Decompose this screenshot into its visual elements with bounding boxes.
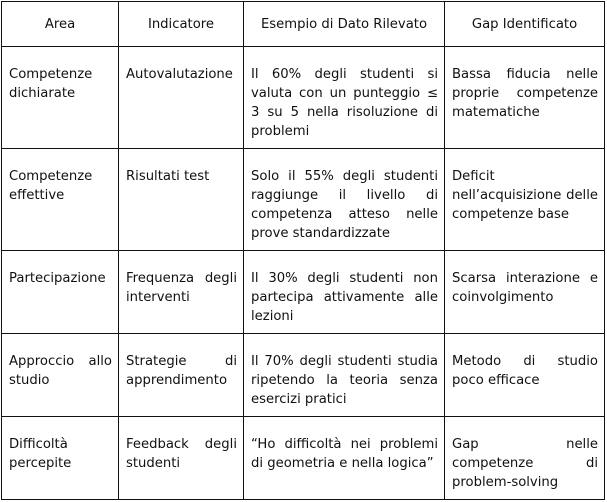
- cell-area: [2, 47, 119, 149]
- cell-text: Frequenza degli interventi: [126, 271, 237, 305]
- cell-text: Partecipazione: [9, 271, 106, 286]
- cell-text: “Ho difficoltà nei problemi di geometria e nella logica”: [251, 437, 438, 471]
- table-row: [2, 47, 605, 149]
- cell-text: Deficit nell’acquisizione delle competenze base: [452, 169, 598, 222]
- table-header-row: [2, 2, 605, 47]
- cell-text: Solo il 55% degli studenti raggiunge il livello di competenza atteso nelle prove standardizzate: [251, 169, 438, 241]
- header-gap: Gap Identificato: [445, 2, 605, 47]
- cell-text: Bassa fiducia nelle proprie competenze matematiche: [452, 67, 598, 120]
- table-row: [2, 334, 605, 417]
- cell-area: [2, 149, 119, 251]
- cell-text: Approccio allo studio: [9, 354, 112, 388]
- cell-gap: [445, 334, 605, 417]
- header-esempio: Esempio di Dato Rilevato: [244, 2, 445, 47]
- cell-gap: [445, 149, 605, 251]
- cell-indicatore: [119, 417, 244, 500]
- table-row: [2, 251, 605, 334]
- cell-text: Competenze dichiarate: [9, 67, 93, 101]
- cell-text: Metodo di studio poco efficace: [452, 354, 598, 388]
- header-area: Area: [2, 2, 119, 47]
- cell-text: Il 30% degli studenti non partecipa attivamente alle lezioni: [251, 271, 438, 324]
- cell-area: [2, 334, 119, 417]
- cell-esempio: [244, 251, 445, 334]
- cell-text: Strategie di apprendimento: [126, 354, 237, 388]
- cell-indicatore: [119, 47, 244, 149]
- cell-text: Difficoltà percepite: [9, 437, 72, 471]
- cell-indicatore: [119, 251, 244, 334]
- cell-esempio: [244, 334, 445, 417]
- table-row: [2, 149, 605, 251]
- cell-text: Gap nelle competenze di problem-solving: [452, 437, 598, 490]
- cell-indicatore: [119, 334, 244, 417]
- cell-gap: [445, 47, 605, 149]
- cell-text: Risultati test: [126, 169, 210, 184]
- cell-gap: [445, 251, 605, 334]
- cell-esempio: [244, 149, 445, 251]
- cell-esempio: [244, 47, 445, 149]
- cell-text: Autovalutazione: [126, 67, 233, 82]
- gap-analysis-table: [1, 1, 605, 500]
- cell-text: Competenze effettive: [9, 169, 93, 203]
- cell-area: [2, 417, 119, 500]
- cell-esempio: [244, 417, 445, 500]
- cell-text: Il 70% degli studenti studia ripetendo la teoria senza esercizi pratici: [251, 354, 438, 407]
- header-indicatore: Indicatore: [119, 2, 244, 47]
- table-row: [2, 417, 605, 500]
- cell-indicatore: [119, 149, 244, 251]
- cell-text: Feedback degli studenti: [126, 437, 237, 471]
- cell-text: Il 60% degli studenti si valuta con un punteggio ≤ 3 su 5 nella risoluzione di problemi: [251, 67, 438, 139]
- cell-text: Scarsa interazione e coinvolgimento: [452, 271, 598, 305]
- cell-gap: [445, 417, 605, 500]
- cell-area: [2, 251, 119, 334]
